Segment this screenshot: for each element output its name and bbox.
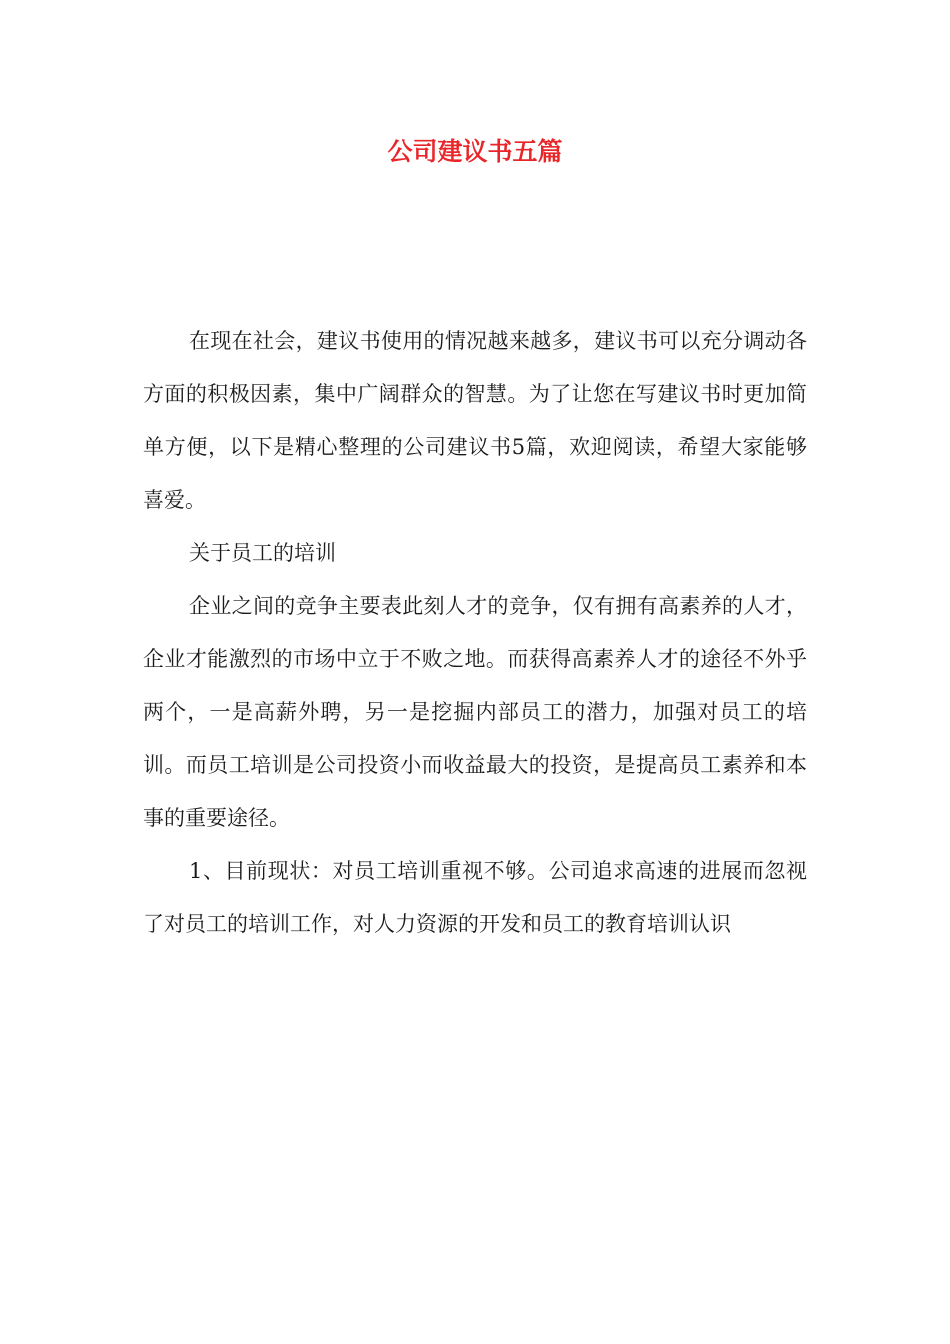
- section-heading: 关于员工的培训: [189, 541, 336, 565]
- document-body: [143, 315, 807, 951]
- body-paragraph: 企业之间的竞争主要表此刻人才的竞争，仅有拥有高素养的人才，企业才能激烈的市场中立于不败之地。而获得高素养人才的途径不外乎两个，一是高薪外聘，另一是挖掘内部员工的潜力，加强对员工的培训。而员工培训是公司投资小而收益最大的投资，是提高员工素养和本事的重要途径。: [143, 594, 807, 830]
- body-paragraph: 1、目前现状：对员工培训重视不够。公司追求高速的进展而忽视了对员工的培训工作，对人力资源的开发和员工的教育培训认识: [143, 859, 807, 936]
- intro-paragraph: 在现在社会，建议书使用的情况越来越多，建议书可以充分调动各方面的积极因素，集中广阔群众的智慧。为了让您在写建议书时更加简单方便，以下是精心整理的公司建议书5篇，欢迎阅读，希望大家能够喜爱。: [143, 329, 807, 512]
- document-title: 公司建议书五篇: [387, 137, 563, 166]
